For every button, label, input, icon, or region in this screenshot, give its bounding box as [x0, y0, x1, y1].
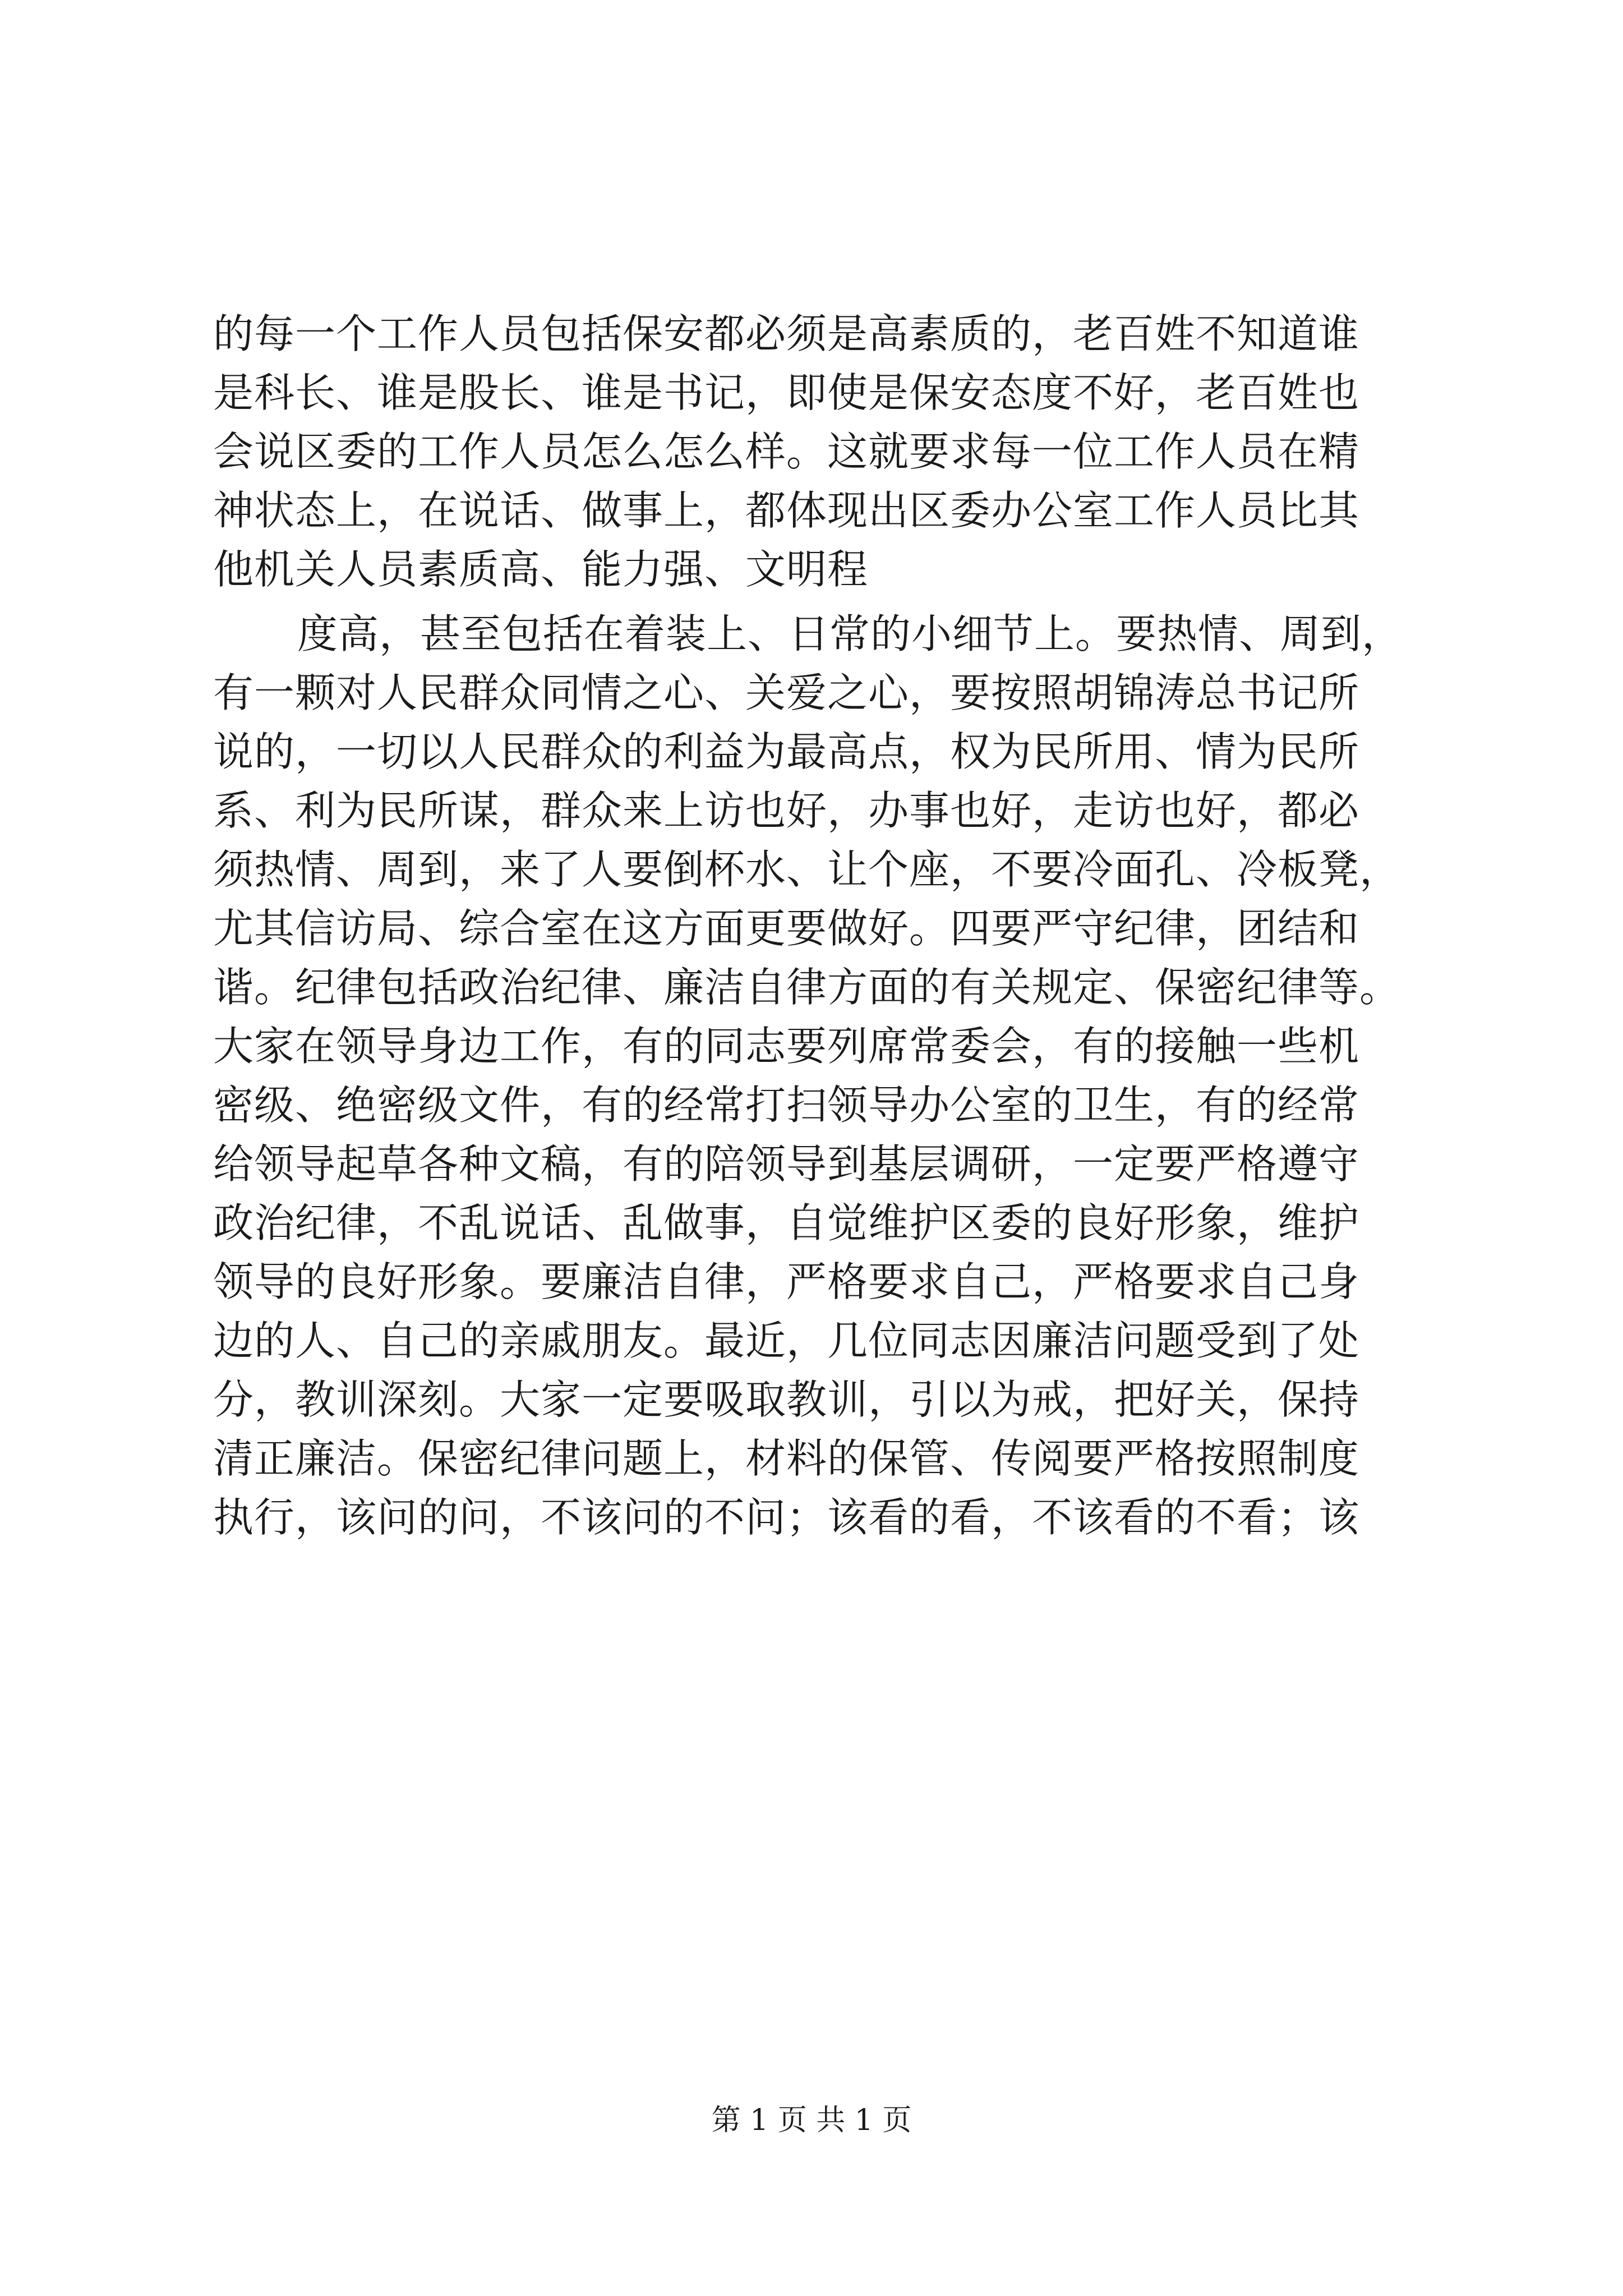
paragraph-first-line: 度高，甚至包括在着装上、日常的小细节上。要热情、周到， [297, 610, 1403, 657]
text-line-4: 神状态上，在说话、做事上，都体现出区委办公室工作人员比其 [213, 487, 1360, 534]
text-line-9: 系、利为民所谋，群众来上访也好，办事也好，走访也好，都必 [213, 787, 1360, 834]
text-line-11: 尤其信访局、综合室在这方面更要做好。四要严守纪律，团结和 [213, 905, 1360, 952]
text-line-13: 大家在领导身边工作，有的同志要列席常委会，有的接触一些机 [213, 1023, 1360, 1070]
text-line-10: 须热情、周到，来了人要倒杯水、让个座，不要冷面孔、冷板凳， [213, 846, 1401, 893]
text-line-20: 清正廉洁。保密纪律问题上，材料的保管、传阅要严格按照制度 [213, 1435, 1360, 1482]
text-line-21: 执行，该问的问，不该问的不问；该看的看，不该看的不看；该 [213, 1494, 1360, 1541]
text-line-19: 分，教训深刻。大家一定要吸取教训，引以为戒，把好关，保持 [213, 1376, 1360, 1423]
text-line-3: 会说区委的工作人员怎么怎么样。这就要求每一位工作人员在精 [213, 428, 1360, 475]
text-line-7: 有一颗对人民群众同情之心、关爱之心，要按照胡锦涛总书记所 [213, 669, 1360, 716]
page-footer: 第 1 页 共 1 页 [711, 2104, 912, 2137]
text-line-5: 他机关人员素质高、能力强、文明程 [213, 546, 869, 593]
text-line-14: 密级、绝密级文件，有的经常打扫领导办公室的卫生，有的经常 [213, 1082, 1360, 1129]
text-line-16: 政治纪律，不乱说话、乱做事，自觉维护区委的良好形象，维护 [213, 1199, 1360, 1246]
text-line-15: 给领导起草各种文稿，有的陪领导到基层调研，一定要严格遵守 [213, 1140, 1360, 1188]
text-line-2: 是科长、谁是股长、谁是书记，即使是保安态度不好，老百姓也 [213, 369, 1360, 416]
text-line-1: 的每一个工作人员包括保安都必须是高素质的，老百姓不知道谁 [213, 310, 1360, 357]
text-line-8: 说的，一切以人民群众的利益为最高点，权为民所用、情为民所 [213, 728, 1360, 775]
text-line-12: 谐。纪律包括政治纪律、廉洁自律方面的有关规定、保密纪律等。 [213, 964, 1401, 1011]
text-line-17: 领导的良好形象。要廉洁自律，严格要求自己，严格要求自己身 [213, 1258, 1360, 1305]
text-line-18: 边的人、自己的亲戚朋友。最近，几位同志因廉洁问题受到了处 [213, 1317, 1360, 1364]
